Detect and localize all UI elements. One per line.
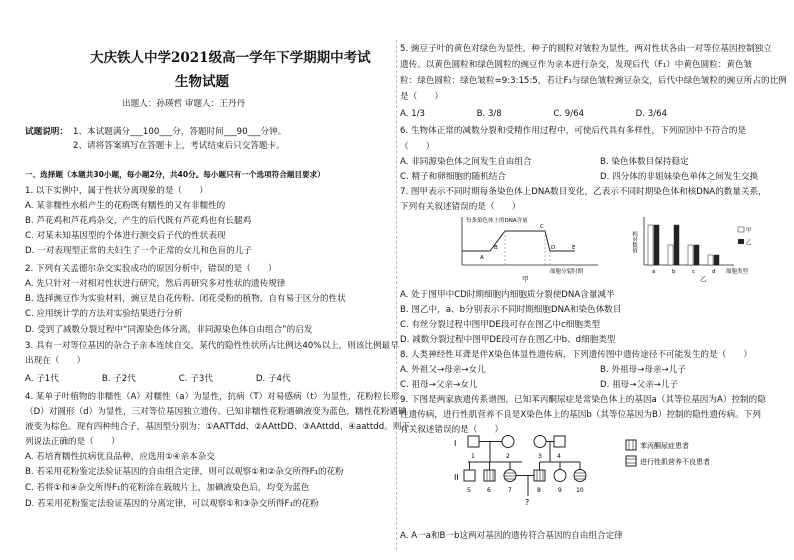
pedigree-num-10: 10 (576, 487, 584, 494)
yi-bar-b-2 (674, 225, 679, 265)
section-1-heading: 一、选择题（本题共30小题，每小题2分，共40分。每小题只有一个选项符合题目要求） (25, 170, 325, 179)
question-9-line-3: 有关叙述错误的是（ ） (400, 425, 504, 435)
q2-option-c: C. 应用统计学的方法对实验结果进行分析 (25, 309, 183, 319)
q2-option-b: B. 选择豌豆作为实验材料，豌豆是自花传粉、闭花受粉的植物，自有易于区分的性状 (25, 294, 346, 304)
pedigree-male-6 (484, 470, 495, 481)
figure-yi (630, 213, 780, 283)
jia-caption: 甲 (522, 275, 529, 283)
q1-option-b: B. 芦花鸡和芦花鸡杂交，产生的后代既有芦花鸡也有长腿鸡 (25, 216, 252, 226)
yi-bar-d-2 (714, 255, 719, 265)
yi-category-a: a (652, 269, 656, 275)
q4-option-d: D. 若采用花粉鉴定法验证基因的分离定律，可以观察①和③杂交所得F₁的花粉 (25, 499, 319, 509)
pedigree-female-9 (554, 470, 566, 482)
question-4-line-4: 列说法正确的是（ ） (25, 437, 120, 447)
yi-legend-swatch-2 (738, 239, 744, 244)
q1-option-a: A. 某非糯性水稻产生的花粉既有糯性的又有非糯性的 (25, 201, 226, 211)
q6-option-d: D. 四分体的非姐妹染色单体之间发生交换 (600, 172, 759, 182)
figure-jia (450, 213, 615, 283)
pedigree-num-5: 5 (467, 487, 471, 494)
pedigree-male-4 (554, 436, 565, 447)
pedigree-num-4: 4 (557, 453, 561, 460)
q8-option-c: C. 祖母→父亲→女儿 (400, 380, 478, 390)
pedigree-num-1: 1 (471, 453, 475, 460)
question-5-line-3: 粒：绿色圆粒：绿色皱粒=9:3:15:5，若让F₁与绿色皱粒豌豆杂交，后代中绿色皱粒的豌豆所占的比例 (400, 76, 787, 86)
q3-options: A. 子1代 B. 子2代 C. 子3代 D. 子4代 (25, 374, 291, 384)
q8-option-a: A. 外祖父→母亲→女儿 (400, 365, 486, 375)
yi-xlabel: 细胞类型 (726, 269, 749, 275)
yi-bar-d-1 (708, 255, 713, 265)
q1-option-d: D. 一对表现型正常的夫妇生了一个正常的女儿和色盲的儿子 (25, 246, 252, 256)
question-7: 7. 图甲表示不同时期每条染色体上DNA数目变化，乙表示不同时期染色体和核DNA的数量关系， (400, 187, 767, 197)
jia-dna-curve (462, 231, 575, 251)
legend-pku-icon (626, 440, 636, 450)
jia-point-b: B (494, 245, 498, 251)
q9-option-a: A. A一a和B一b这两对基因的遗传符合基因的自由组合定律 (400, 531, 623, 541)
generation-2-label: II (454, 473, 459, 482)
question-4: 4. 某单子叶植物的非糯性（A）对糯性（a）为显性，抗病（T）对易感病（t）为显性，花粉粒长形 (25, 392, 400, 402)
jia-point-e: E (572, 245, 576, 251)
q6-option-b: B. 染色体数目保持稳定 (600, 157, 689, 167)
column-divider (396, 40, 397, 550)
pedigree-num-3: 3 (538, 453, 542, 460)
yi-bar-c-1 (688, 245, 693, 265)
question-2: 2. 下列有关孟德尔杂交实验成功的原因分析中，错误的是（ ） (25, 264, 277, 274)
pedigree-unknown: ? (525, 498, 530, 507)
q6-option-c: C. 精子和卵细胞的随机结合 (400, 172, 506, 182)
yi-bar-a-2 (654, 225, 659, 265)
pedigree-num-8: 8 (537, 487, 541, 494)
q7-option-c: C. 有丝分裂过程中图甲DE段可存在图乙中c细胞类型 (400, 320, 601, 330)
q7-option-b: B. 图乙中，a、b分别表示不同时期细胞DNA和染色体数目 (400, 305, 622, 315)
pedigree-num-7: 7 (508, 487, 512, 494)
q8-option-d: D. 祖母→父亲→儿子 (600, 380, 679, 390)
pedigree-chart (450, 432, 780, 524)
pedigree-num-9: 9 (558, 487, 562, 494)
jia-ylabel: 每条染色体上的DNA含量 (466, 218, 528, 224)
generation-1-label: I (454, 439, 457, 448)
yi-bar-c-2 (694, 245, 699, 265)
yi-legend-2: 乙 (746, 240, 752, 246)
exam-title: 大庆铁人中学2021级高一学年下学期期中考试 (90, 50, 371, 66)
yi-category-b: b (672, 269, 676, 275)
q8-option-b: B. 外祖母→母亲→儿子 (600, 365, 686, 375)
question-6: 6. 生物体正常的减数分裂和受精作用过程中，可使后代具有多样性，下列原因中不符合的是 (400, 126, 747, 136)
legend-dmd: 进行性肌营养不良患者 (640, 458, 710, 466)
exam-subtitle: 生物试题 (175, 74, 229, 90)
yi-category-d: d (712, 269, 716, 275)
question-5: 5. 豌豆子叶的黄色对绿色为显性，种子的圆粒对皱粒为显性，两对性状各由一对等位基因控制独立 (400, 44, 772, 54)
question-1: 1. 以下实例中，属于性状分离现象的是（ ） (25, 186, 208, 196)
q2-option-d: D. 受到了减数分裂过程中“同源染色体分离，非同源染色体自由组合”的启发 (25, 325, 313, 335)
jia-point-d: D (551, 245, 556, 251)
question-3-cont: 出现在（ ） (25, 356, 86, 366)
yi-category-c: c (692, 269, 696, 275)
notes-label: 试题说明： (25, 127, 68, 137)
jia-point-c: C (540, 224, 544, 230)
yi-bar-b-1 (668, 245, 673, 265)
yi-legend-swatch-1 (738, 227, 744, 232)
question-7-line-2: 下列有关叙述错误的是（ ） (400, 202, 521, 212)
question-8: 8. 人类神经性耳聋是伴X染色体显性遗传病，下列遗传图中遗传途径不可能发生的是（ ） (400, 350, 752, 360)
q4-option-c: C. 若将①和④杂交所得F₁的花粉涂在载玻片上，加碘液染色后，均变为蓝色 (25, 483, 310, 493)
pedigree-female-10 (574, 470, 586, 482)
legend-pku: 苯丙酮尿症患者 (640, 442, 689, 450)
pedigree-female-7 (504, 470, 516, 482)
note-1: 1、本试题满分___100___分，答题时间___90___分钟。 (73, 127, 287, 137)
question-6-line-2: （ ） (400, 142, 435, 152)
question-4-line-3: 液变为棕色。现有四种纯合子，基因型分别为：①AATTdd、②AAttDD、③AAttdd、④aattdd。则下 (25, 422, 410, 432)
q7-option-a: A. 处于图甲中CD时期细胞内细胞质分裂使DNA含量减半 (400, 290, 615, 300)
pedigree-female-2 (502, 436, 514, 448)
pedigree-male-1 (468, 436, 479, 447)
yi-bar-a-1 (648, 225, 653, 265)
yi-caption: 乙 (700, 275, 707, 283)
question-4-line-2: （D）对圆形（d）为显性，三对等位基因独立遗传。已知非糯性花粉遇碘液变为蓝色，糯性花粉遇碘 (25, 407, 407, 417)
q7-option-d: D. 减数分裂过程中图甲DE段可存在图乙中b、d细胞类型 (400, 335, 616, 345)
q6-option-a: A. 非同源染色体之间发生自由组合 (400, 157, 532, 167)
question-5-line-4: 是（ ） (400, 92, 443, 102)
pedigree-male-5 (464, 470, 475, 481)
q2-option-a: A. 先只针对一对相对性状进行研究，然后再研究多对性状的遗传规律 (25, 279, 286, 289)
q5-options: A. 1/3 B. 3/8 C. 9/64 D. 3/64 (400, 109, 668, 119)
pedigree-num-2: 2 (506, 453, 510, 460)
jia-xlabel: 细胞分裂时期 (550, 269, 584, 275)
pedigree-num-6: 6 (487, 487, 491, 494)
question-9-line-2: 性遗传病，进行性肌营养不良是X染色体上的基因b（其等位基因为B）控制的隐性遗传病。下列 (400, 410, 761, 420)
q1-option-c: C. 对某未知基因型的个体进行测交后子代的性状表现 (25, 231, 226, 241)
question-3: 3. 具有一对等位基因的杂合子亲本连续自交，某代的隐性性状所占比例达40%以上，则该比例最早 (25, 341, 399, 351)
pedigree-female-3 (534, 436, 546, 448)
jia-point-a: A (480, 255, 484, 261)
pedigree-male-8 (534, 470, 545, 481)
question-9: 9. 下图是两家族遗传系谱图，已知苯丙酮尿症是常染色体上的基因a（其等位基因为A）控制的隐 (400, 395, 766, 405)
question-5-line-2: 遗传。以黄色圆粒和绿色圆粒的豌豆作为亲本进行杂交，发现后代（F₁）中黄色圆粒：黄色皱 (400, 60, 753, 70)
q4-option-a: A. 若培育糯性抗病优良品种，应选用①④亲本杂交 (25, 452, 215, 462)
yi-legend-1: 甲 (746, 228, 752, 234)
yi-ylabel: 相对数值 (631, 231, 637, 253)
authors: 出题人：孙瑛哲 审题人：王丹丹 (122, 99, 246, 109)
legend-dmd-icon (626, 456, 636, 466)
note-2: 2、请将答案填写在答题卡上，考试结束后只交答题卡。 (73, 141, 285, 151)
yi-bars (648, 225, 719, 265)
q4-option-b: B. 若采用花粉鉴定法验证基因的自由组合定律，则可以观察①和②杂交所得F₁的花粉 (25, 467, 344, 477)
